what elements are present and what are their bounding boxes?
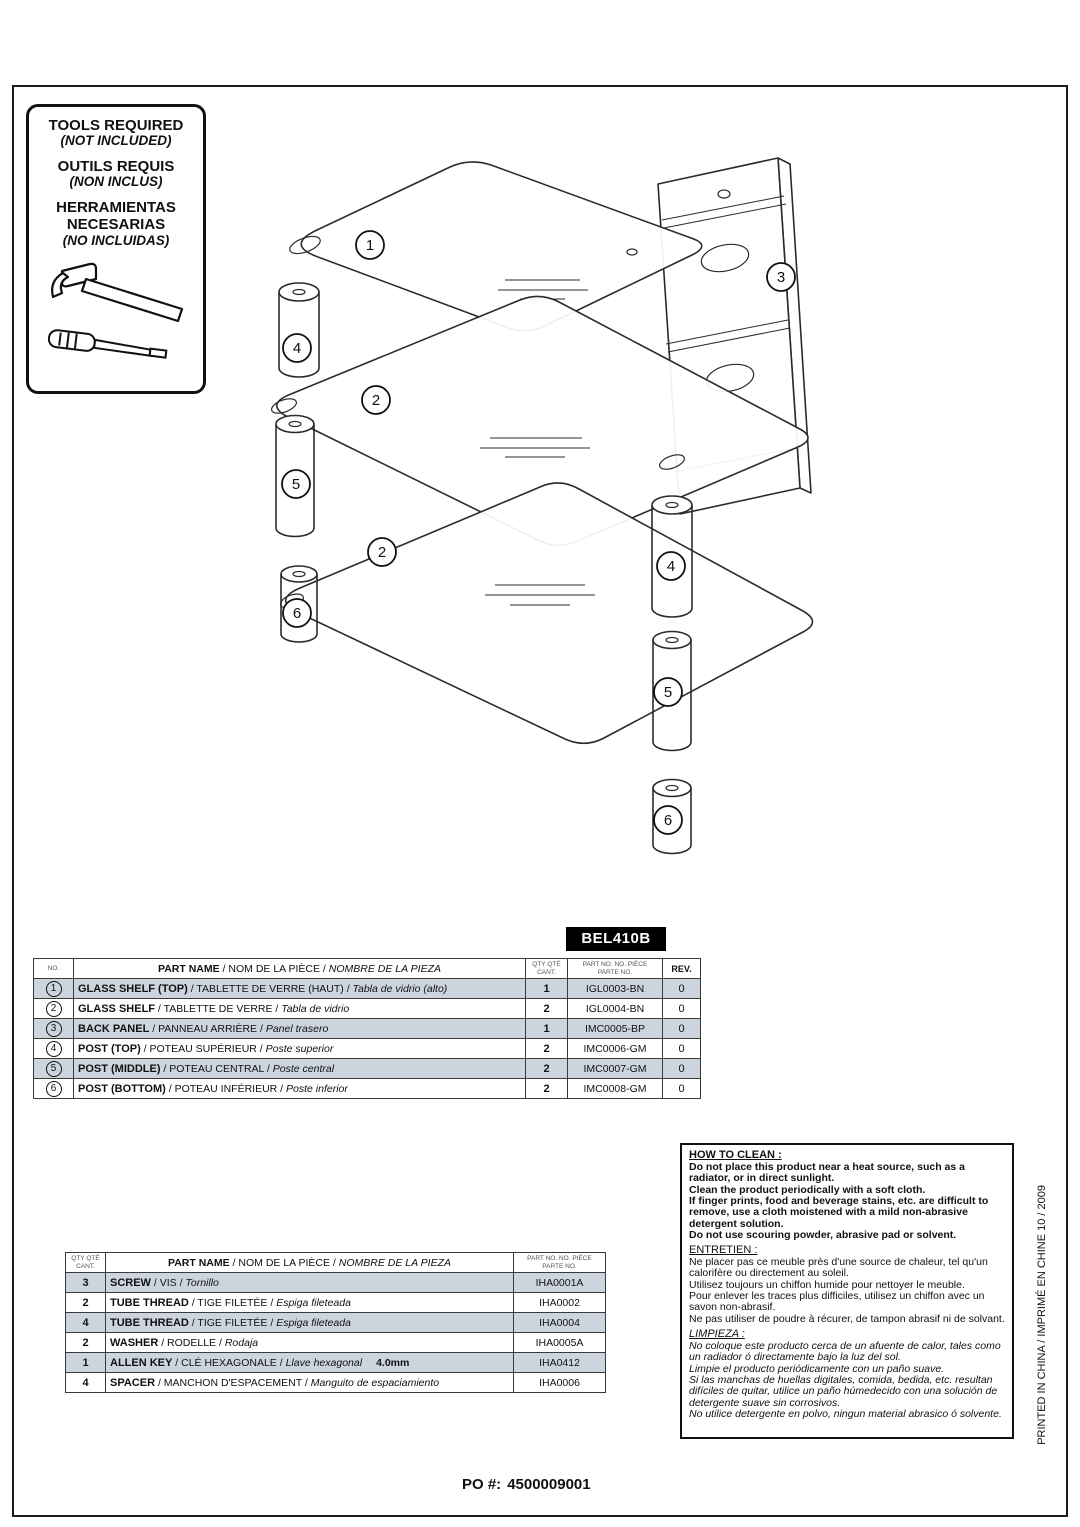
table-row: 4 TUBE THREAD / TIGE FILETÉE / Espiga fileteada IHA0004 <box>66 1313 606 1333</box>
callout-back-panel <box>767 263 795 291</box>
tools-title-fr: OUTILS REQUIS <box>57 158 175 176</box>
table-row: 2 TUBE THREAD / TIGE FILETÉE / Espiga fileteada IHA0002 <box>66 1293 606 1313</box>
top-glass-shelf-shape <box>288 162 702 331</box>
model-number-badge: BEL410B <box>566 927 666 951</box>
table-row: 3 SCREW / VIS / Tornillo IHA0001A <box>66 1273 606 1293</box>
tools-title-es-line2: NECESARIAS <box>66 216 166 234</box>
tools-subtitle-es: (NO INCLUIDAS) <box>62 232 170 248</box>
exploded-assembly-diagram <box>180 100 1040 905</box>
callout-post-top-right <box>657 552 685 580</box>
hardware-col-part: PART NO. NO. PIÈCE PARTE NO. <box>514 1253 606 1273</box>
clean-title-fr: ENTRETIEN : <box>689 1244 758 1257</box>
callout-post-bottom-left <box>283 599 311 627</box>
parts-col-item: NO. <box>34 959 74 979</box>
po-label: PO #: <box>462 1476 502 1493</box>
svg-text:5: 5 <box>663 684 673 701</box>
callout-post-bottom-right <box>654 806 682 834</box>
table-row: 1 ALLEN KEY / CLÉ HEXAGONALE / Llave hexagonal 4.0mm IHA0412 <box>66 1353 606 1373</box>
table-row: 2 GLASS SHELF / TABLETTE DE VERRE / Tabla de vidrio 2 IGL0004-BN 0 <box>34 999 701 1019</box>
clean-body-en: Do not place this product near a heat source, such as a radiator, or in direct sunlight. Clean the product periodically with a soft cloth. If finger prints, food and beverage stains, etc. are difficult to remove, use a cloth moistened with a mild non-abrasive detergent solution. Do not use scouring powder, abrasive pad or solvent. <box>689 1160 989 1241</box>
part-number-circle: 6 <box>46 1081 62 1097</box>
screwdriver-icon <box>48 329 167 360</box>
tools-required-box <box>26 104 206 394</box>
clean-body-es: No coloque este producto cerca de un afuente de calor, tales como un radiador ó directamente bajo la luz del sol. Limpie el producto periódicamente con un paño suave. Si las manchas de huellas digitales, comida, bedida, etc. resultan difíciles de quitar, utilice un paño húmedecido con una solución de detergente suave sin corrosivos. No utilice detergente en polvo, ningun material abrasico ó solvente. <box>689 1339 1002 1420</box>
svg-text:4: 4 <box>292 340 302 357</box>
svg-text:5: 5 <box>291 476 301 493</box>
hardware-table-header-row <box>66 1253 606 1273</box>
parts-col-rev: REV. <box>663 959 701 979</box>
part-number-circle: 3 <box>46 1021 62 1037</box>
table-row: 2 WASHER / RODELLE / Rodaja IHA0005A <box>66 1333 606 1353</box>
svg-text:6: 6 <box>663 812 673 829</box>
callout-post-middle-left <box>282 470 310 498</box>
hardware-col-name: PART NAME / NOM DE LA PIÈCE / NOMBRE DE LA PIEZA <box>106 1253 514 1273</box>
part-number-circle: 2 <box>46 1001 62 1017</box>
clean-title-en: HOW TO CLEAN : <box>689 1149 782 1161</box>
hardware-col-qty: QTY QTÉ CANT. <box>66 1253 106 1273</box>
parts-table <box>33 958 701 1099</box>
svg-text:2: 2 <box>371 392 381 409</box>
table-row: 3 BACK PANEL / PANNEAU ARRIÈRE / Panel trasero 1 IMC0005-BP 0 <box>34 1019 701 1039</box>
tools-icons-graphic <box>32 253 200 373</box>
svg-text:1: 1 <box>365 237 375 254</box>
tools-subtitle-en: (NOT INCLUDED) <box>60 133 172 149</box>
callout-top-shelf <box>356 231 384 259</box>
svg-text:3: 3 <box>776 269 786 286</box>
table-row: 5 POST (MIDDLE) / POTEAU CENTRAL / Poste central 2 IMC0007-GM 0 <box>34 1059 701 1079</box>
printed-in-china-note: PRINTED IN CHINA / IMPRIMÉ EN CHINE 10 / 2009 <box>1036 1185 1048 1445</box>
tools-title-es-line1: HERRAMIENTAS <box>56 199 176 217</box>
post-top-left-shape <box>279 283 319 377</box>
parts-col-name: PART NAME / NOM DE LA PIÈCE / NOMBRE DE LA PIEZA <box>74 959 526 979</box>
callout-post-top-left <box>283 334 311 362</box>
hardware-table <box>65 1252 606 1393</box>
clean-body-fr: Ne placer pas ce meuble près d'une source de chaleur, tel qu'un calorifère ou directement au soleil. Utilisez toujours un chiffon humide pour nettoyer le meuble. Pour enlever les traces plus difficiles, utilisez un chiffon avec un savon non-abrasif. Ne pas utiliser de poudre à récurer, de tampon abrasif ni de solvant. <box>689 1256 1005 1325</box>
clean-title-es: LIMPIEZA : <box>689 1328 745 1341</box>
tools-subtitle-fr: (NON INCLUS) <box>69 174 163 190</box>
callout-post-middle-right <box>654 678 682 706</box>
table-row: 4 SPACER / MANCHON D'ESPACEMENT / Manguito de espaciamiento IHA0006 <box>66 1373 606 1393</box>
parts-table-header-row <box>34 959 701 979</box>
parts-col-part: PART NO. NO. PIÈCE PARTE NO. <box>568 959 663 979</box>
parts-col-qty: QTY QTÉ CANT. <box>526 959 568 979</box>
svg-text:4: 4 <box>666 558 676 575</box>
svg-text:6: 6 <box>292 605 302 622</box>
part-number-circle: 4 <box>46 1041 62 1057</box>
callout-bottom-shelf <box>368 538 396 566</box>
cleaning-instructions-box <box>680 1143 1014 1439</box>
po-number: 4500009001 <box>507 1476 591 1493</box>
table-row: 1 GLASS SHELF (TOP) / TABLETTE DE VERRE (HAUT) / Tabla de vidrio (alto) 1 IGL0003-BN 0 <box>34 979 701 999</box>
svg-text:2: 2 <box>377 544 387 561</box>
part-number-circle: 1 <box>46 981 62 997</box>
bottom-glass-shelf-shape <box>279 483 813 743</box>
po-number-line <box>462 1476 591 1493</box>
part-number-circle: 5 <box>46 1061 62 1077</box>
callout-middle-shelf <box>362 386 390 414</box>
tools-title-en: TOOLS REQUIRED <box>48 117 184 134</box>
table-row: 4 POST (TOP) / POTEAU SUPÉRIEUR / Poste superior 2 IMC0006-GM 0 <box>34 1039 701 1059</box>
table-row: 6 POST (BOTTOM) / POTEAU INFÉRIEUR / Poste inferior 2 IMC0008-GM 0 <box>34 1079 701 1099</box>
hammer-icon <box>52 263 182 320</box>
